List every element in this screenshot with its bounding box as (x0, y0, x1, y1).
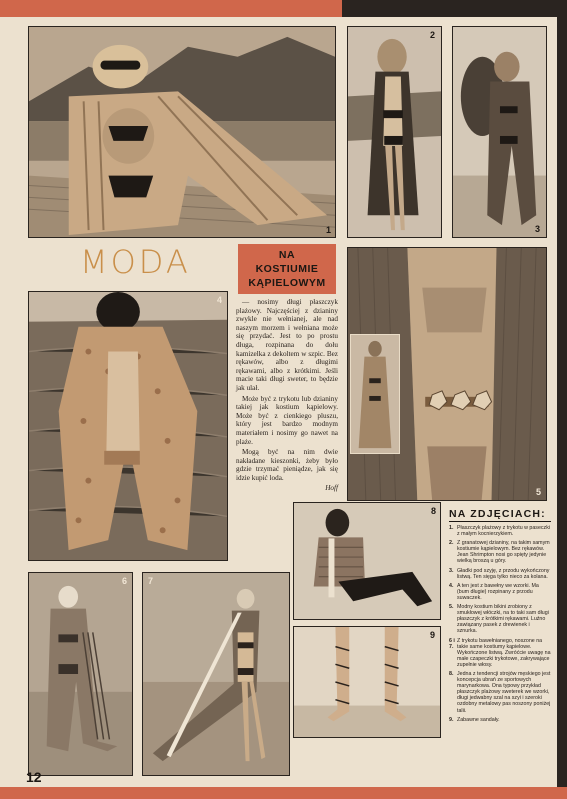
photo-number: 3 (534, 224, 540, 234)
caption-number: 2. (449, 540, 454, 547)
photo-4 (28, 291, 228, 561)
right-edge-band (557, 0, 567, 799)
caption-text: Jedna z tendencji strojów męskiego jest koncepcja ubrań ze sportowych marynarkowa. Ona typowy przykład płaszczyk plażowy sweterek we wzorki, długi jedwabny szal na szyi i szeroki ozdobny metalowy pas noszony poniżej talii. (457, 670, 551, 714)
photo-captions (449, 508, 551, 726)
caption-item (449, 671, 551, 714)
caption-item (449, 540, 551, 564)
caption-item (449, 638, 551, 668)
caption-text: A ten jest z bawełny we wzorki. Ma (bum długie) rozpinany z przodu suwaczek. (457, 582, 539, 601)
article-paragraph: Mogą być na nim dwie nakładane kieszonki, żeby było gdzie trzymać pieniądze, jak się idzie kupić loda. (236, 448, 338, 482)
photo-number: 2 (429, 30, 435, 40)
caption-item (449, 604, 551, 634)
photo-number: 9 (429, 630, 435, 640)
photo-7 (142, 572, 290, 776)
caption-text: Gładki pod szyję, z przodu wykończony listwą. Ten sięga tylko nieco za kolana. (457, 567, 550, 580)
caption-number: 9. (449, 716, 454, 723)
photo-number: 7 (148, 576, 154, 586)
section-title: MODA (80, 243, 191, 281)
inset-photo (350, 334, 400, 454)
article-paragraph: — nosimy długi płaszczyk plażowy. Najczęściej z dzianiny zwykle nie wełnianej, ale nad naszym morzem i wełniana może się przydać. Jest to po prostu długa, rozpinana do dołu kamizelka z dekoltem w szpic. Bez rękawów, albo z długimi rękawami, albo z krótkimi. Jeśli macie taki długi sweter, to będzie jak ulał. (236, 298, 338, 392)
caption-text: Z granatowej dzianiny, na takim samym kostiumie kąpielowym. Bez rękawów. Jean Shrimpton nosi go spięty jedynie wielką broszą u góry. (457, 540, 550, 565)
caption-number: 6 i 7. (449, 637, 455, 650)
caption-number: 1. (449, 525, 454, 531)
caption-number: 8. (449, 670, 454, 677)
photo-1 (28, 26, 336, 238)
article-paragraph: Może być z trykotu lub dzianiny takiej jak kostium kąpielowy. Może być z cienkiego pluszu, który jest bardzo modnym materiałem i nosimy go nawet na plaże. (236, 394, 338, 446)
photo-number: 1 (325, 225, 331, 235)
caption-item (449, 583, 551, 601)
caption-text: Płaszczyk plażowy z trykotu w paseczki z małym kocnierzykiem. (457, 525, 551, 538)
photo-3 (452, 26, 547, 238)
article-body (236, 298, 338, 493)
captions-heading: NA ZDJĘCIACH: (449, 508, 551, 522)
article-headline: NA KOSTIUMIE KĄPIELOWYM (238, 244, 336, 294)
photo-2 (347, 26, 442, 238)
caption-number: 4. (449, 582, 454, 589)
photo-6 (28, 572, 133, 776)
caption-item (449, 525, 551, 537)
caption-text: Modny kostium bikini zrobiony z smukłowej włóczki, na to taki sam długi płaszczyk z krótkimi rękawami. Luźno zawiązany pasek z drewienek i sznurka. (457, 604, 549, 635)
photo-number: 6 (121, 576, 127, 586)
caption-list (449, 525, 551, 723)
photo-number: 5 (535, 487, 541, 497)
photo-9 (293, 626, 441, 738)
caption-number: 3. (449, 567, 454, 574)
caption-item (449, 568, 551, 580)
caption-text: Z trykotu bawełnianego, noszone na takie same kostiumy kąpielowe. Wykończone listwą. Zwróćcie uwagę na małe czapeczki trykotowe, zakrywające zupełnie włosy. (457, 637, 551, 668)
caption-item (449, 717, 551, 723)
photo-8 (293, 502, 441, 620)
article-author: Hoff (325, 484, 338, 493)
top-color-band (0, 0, 567, 17)
caption-number: 5. (449, 604, 454, 611)
page-number: 12 (26, 769, 42, 785)
caption-text: Zabawne sandały. (457, 716, 500, 723)
bottom-color-band (0, 787, 567, 799)
photo-number: 8 (430, 506, 436, 516)
photo-number: 4 (216, 295, 222, 305)
